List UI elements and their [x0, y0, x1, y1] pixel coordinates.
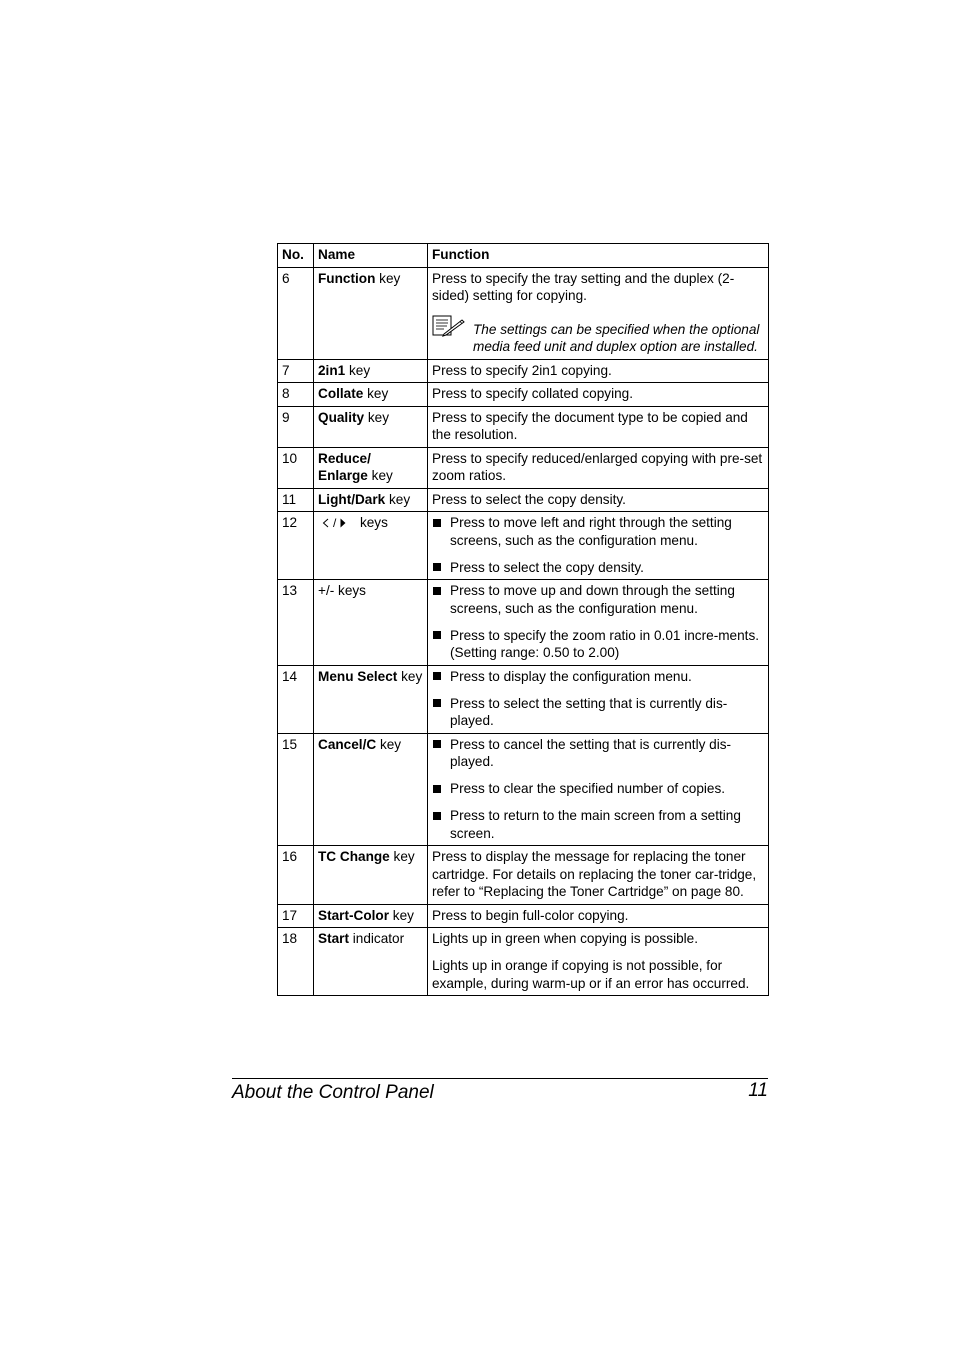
key-name-bold: Reduce/ Enlarge: [318, 450, 371, 483]
note-text: The settings can be specified when the optional media feed unit and duplex option are installed.: [473, 321, 760, 354]
key-name-bold: Start: [318, 931, 349, 946]
bullet-item: [432, 695, 764, 730]
header-function: Function: [428, 244, 769, 268]
bullet-text: Press to display the configuration menu.: [450, 668, 692, 684]
row-number: 12: [278, 512, 314, 580]
table-header-row: [278, 244, 769, 268]
function-description: [428, 406, 769, 447]
key-name: [314, 359, 428, 383]
key-name: [314, 928, 428, 996]
row-number: 7: [278, 359, 314, 383]
row-number: 6: [278, 267, 314, 359]
bullet-text: Press to select the copy density.: [450, 559, 644, 575]
function-description: [428, 359, 769, 383]
bullet-square-icon: [432, 627, 450, 662]
arrow-separator: /: [333, 515, 337, 530]
key-name-bold: Collate: [318, 386, 364, 401]
bullet-item: [432, 514, 764, 549]
bullet-item: [432, 780, 764, 798]
table-row: [278, 383, 769, 407]
table-row: [278, 406, 769, 447]
arrow-left-icon: [322, 515, 329, 533]
table-row: [278, 512, 769, 580]
table-row: [278, 928, 769, 996]
function-description: [428, 846, 769, 905]
row-number: 18: [278, 928, 314, 996]
arrow-right-icon: [340, 515, 346, 533]
key-name-bold: Cancel/C: [318, 736, 377, 752]
key-name: [314, 406, 428, 447]
bullet-item: [432, 668, 764, 686]
key-name: [314, 512, 428, 580]
footer-title: About the Control Panel: [232, 1082, 434, 1103]
key-name-suffix: keys: [359, 515, 388, 530]
bullet-square-icon: [432, 807, 450, 842]
function-description: [428, 512, 769, 580]
bullet-item: [432, 559, 764, 577]
key-name: [314, 846, 428, 905]
key-name: [314, 580, 428, 666]
function-description: [428, 928, 769, 996]
note-block: [432, 315, 764, 356]
bullet-text: Press to specify the zoom ratio in 0.01 incre-ments. (Setting range: 0.50 to 2.00): [450, 627, 760, 660]
bullet-item: [432, 736, 764, 771]
table-body: [278, 267, 769, 996]
key-name-bold: Function: [318, 270, 376, 286]
row-number: 16: [278, 846, 314, 905]
key-name-suffix: key: [367, 468, 393, 483]
function-text: Press to specify the document type to be copied and the resolution.: [432, 409, 748, 442]
key-name-bold: TC Change: [318, 849, 390, 864]
key-name: [314, 665, 428, 733]
bullet-square-icon: [432, 695, 450, 730]
page-number: 11: [748, 1080, 768, 1101]
key-name-bold: Quality: [318, 409, 365, 425]
key-name-suffix: indicator: [348, 931, 405, 946]
key-name-suffix: key: [385, 491, 411, 507]
function-description: [428, 488, 769, 512]
key-name-suffix: key: [389, 849, 415, 864]
key-name-suffix: key: [363, 386, 389, 401]
key-name: [314, 488, 428, 512]
bullet-text: Press to select the setting that is currently dis-played.: [450, 695, 728, 728]
key-name: [314, 447, 428, 488]
function-text: Press to specify the tray setting and the duplex (2-sided) setting for copying.: [432, 270, 735, 303]
function-text: Press to specify collated copying.: [432, 386, 633, 401]
bullet-square-icon: [432, 668, 450, 686]
key-name: [314, 383, 428, 407]
bullet-text: Press to cancel the setting that is currently dis-played.: [450, 736, 732, 769]
row-number: 17: [278, 904, 314, 928]
key-name-suffix: +/- keys: [318, 583, 366, 598]
key-name: [314, 733, 428, 846]
function-text: Lights up in orange if copying is not possible, for example, during warm-up or if an error has occurred.: [432, 958, 750, 991]
function-text: Press to display the message for replacing the toner cartridge. For details on replacing the toner car-tridge, refer to “Replacing the Toner Cartridge” on page 80.: [432, 849, 757, 899]
key-name-suffix: key: [397, 668, 423, 684]
function-description: [428, 267, 769, 359]
function-text: Lights up in green when copying is possible.: [432, 931, 699, 946]
table-row: [278, 359, 769, 383]
bullet-square-icon: [432, 559, 450, 577]
key-name-bold: 2in1: [318, 362, 346, 378]
bullet-item: [432, 582, 764, 617]
bullet-item: [432, 627, 764, 662]
key-name-suffix: key: [364, 409, 390, 425]
bullet-square-icon: [432, 780, 450, 798]
row-number: 11: [278, 488, 314, 512]
key-name-bold: Menu Select: [318, 668, 398, 684]
key-name-suffix: key: [345, 362, 371, 378]
footer-rule: [232, 1078, 768, 1079]
key-name-suffix: key: [376, 736, 402, 752]
table-row: [278, 733, 769, 846]
function-text: Press to specify 2in1 copying.: [432, 362, 612, 378]
function-text: Press to begin full-color copying.: [432, 907, 629, 923]
table-row: [278, 904, 769, 928]
arrow-keys: [322, 515, 346, 533]
bullet-square-icon: [432, 736, 450, 771]
table-row: [278, 580, 769, 666]
bullet-text: Press to move left and right through the setting screens, such as the configuration menu.: [450, 515, 732, 548]
bullet-text: Press to move up and down through the setting screens, such as the configuration menu.: [450, 583, 735, 616]
function-text: Press to specify reduced/enlarged copying with pre-set zoom ratios.: [432, 450, 763, 483]
row-number: 15: [278, 733, 314, 846]
bullet-item: [432, 807, 764, 842]
function-text: Press to select the copy density.: [432, 491, 626, 507]
key-name-bold: Start-Color: [318, 907, 389, 923]
key-name: [314, 904, 428, 928]
row-number: 9: [278, 406, 314, 447]
key-name-bold: Light/Dark: [318, 491, 386, 507]
header-no: No.: [278, 244, 314, 268]
function-description: [428, 383, 769, 407]
row-number: 14: [278, 665, 314, 733]
control-panel-table: [277, 243, 769, 996]
table-row: [278, 665, 769, 733]
function-description: [428, 904, 769, 928]
row-number: 8: [278, 383, 314, 407]
table-row: [278, 447, 769, 488]
bullet-square-icon: [432, 514, 450, 549]
note-pencil-icon: [432, 315, 473, 337]
table-row: [278, 488, 769, 512]
function-description: [428, 447, 769, 488]
table-row: [278, 267, 769, 359]
table-row: [278, 846, 769, 905]
key-name-suffix: key: [389, 907, 414, 923]
key-name: [314, 267, 428, 359]
key-name-suffix: key: [375, 270, 401, 286]
function-description: [428, 665, 769, 733]
function-description: [428, 580, 769, 666]
bullet-text: Press to clear the specified number of copies.: [450, 781, 726, 796]
row-number: 13: [278, 580, 314, 666]
header-name: Name: [314, 244, 428, 268]
bullet-text: Press to return to the main screen from a setting screen.: [450, 808, 741, 841]
bullet-square-icon: [432, 582, 450, 617]
function-description: [428, 733, 769, 846]
row-number: 10: [278, 447, 314, 488]
